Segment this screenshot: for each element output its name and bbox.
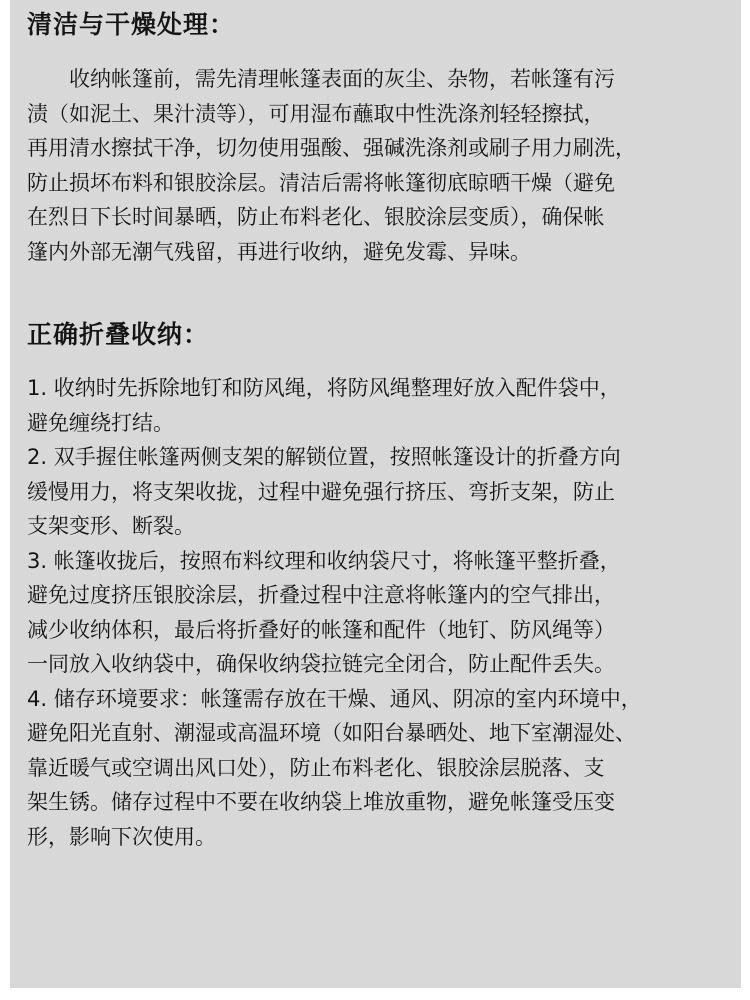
text-line: 收纳帐篷前，需先清理帐篷表面的灰尘、杂物，若帐篷有污 xyxy=(69,67,615,91)
text-line: 架生锈。储存过程中不要在收纳袋上堆放重物，避免帐篷受压变 xyxy=(27,790,615,814)
text-line: 篷内外部无潮气残留，再进行收纳，避免发霉、异味。 xyxy=(27,239,531,264)
text-line: 再用清水擦拭干净，切勿使用强酸、强碱洗涤剂或刷子用力刷洗， xyxy=(27,136,636,160)
text-line: 一同放入收纳袋中，确保收纳袋拉链完全闭合，防止配件丢失。 xyxy=(27,652,615,676)
text-line: 支架变形、断裂。 xyxy=(27,514,195,538)
text-line: 3. 帐篷收拢后，按照布料纹理和收纳袋尺寸，将帐篷平整折叠， xyxy=(27,548,621,573)
folding-steps-list xyxy=(27,371,742,854)
section-heading-folding: 正确折叠收纳： xyxy=(27,320,210,349)
text-line: 避免阳光直射、潮湿或高温环境（如阳台暴晒处、地下室潮湿处、 xyxy=(27,721,636,745)
text-line: 避免缠绕打结。 xyxy=(27,410,174,435)
text-line: 形，影响下次使用。 xyxy=(27,824,216,849)
text-line: 缓慢用力，将支架收拢，过程中避免强行挤压、弯折支架，防止 xyxy=(27,479,615,504)
cleaning-paragraph xyxy=(27,62,742,269)
text-line: 1. 收纳时先拆除地钉和防风绳，将防风绳整理好放入配件袋中， xyxy=(27,376,621,400)
text-line: 防止损坏布料和银胶涂层。清洁后需将帐篷彻底晾晒干燥（避免 xyxy=(27,170,615,195)
text-line: 靠近暖气或空调出风口处），防止布料老化、银胶涂层脱落、支 xyxy=(27,755,605,780)
text-line: 4. 储存环境要求：帐篷需存放在干燥、通风、阴凉的室内环境中， xyxy=(27,686,642,711)
text-line: 减少收纳体积，最后将折叠好的帐篷和配件（地钉、防风绳等） xyxy=(27,617,615,642)
section-heading-cleaning: 清洁与干燥处理： xyxy=(27,10,236,39)
text-line: 在烈日下长时间暴晒，防止布料老化、银胶涂层变质），确保帐 xyxy=(27,205,605,229)
text-line: 避免过度挤压银胶涂层，折叠过程中注意将帐篷内的空气排出， xyxy=(27,583,615,607)
text-line: 2. 双手握住帐篷两侧支架的解锁位置，按照帐篷设计的折叠方向 xyxy=(27,445,621,469)
text-line: 渍（如泥土、果汁渍等），可用湿布蘸取中性洗涤剂轻轻擦拭， xyxy=(27,101,605,126)
